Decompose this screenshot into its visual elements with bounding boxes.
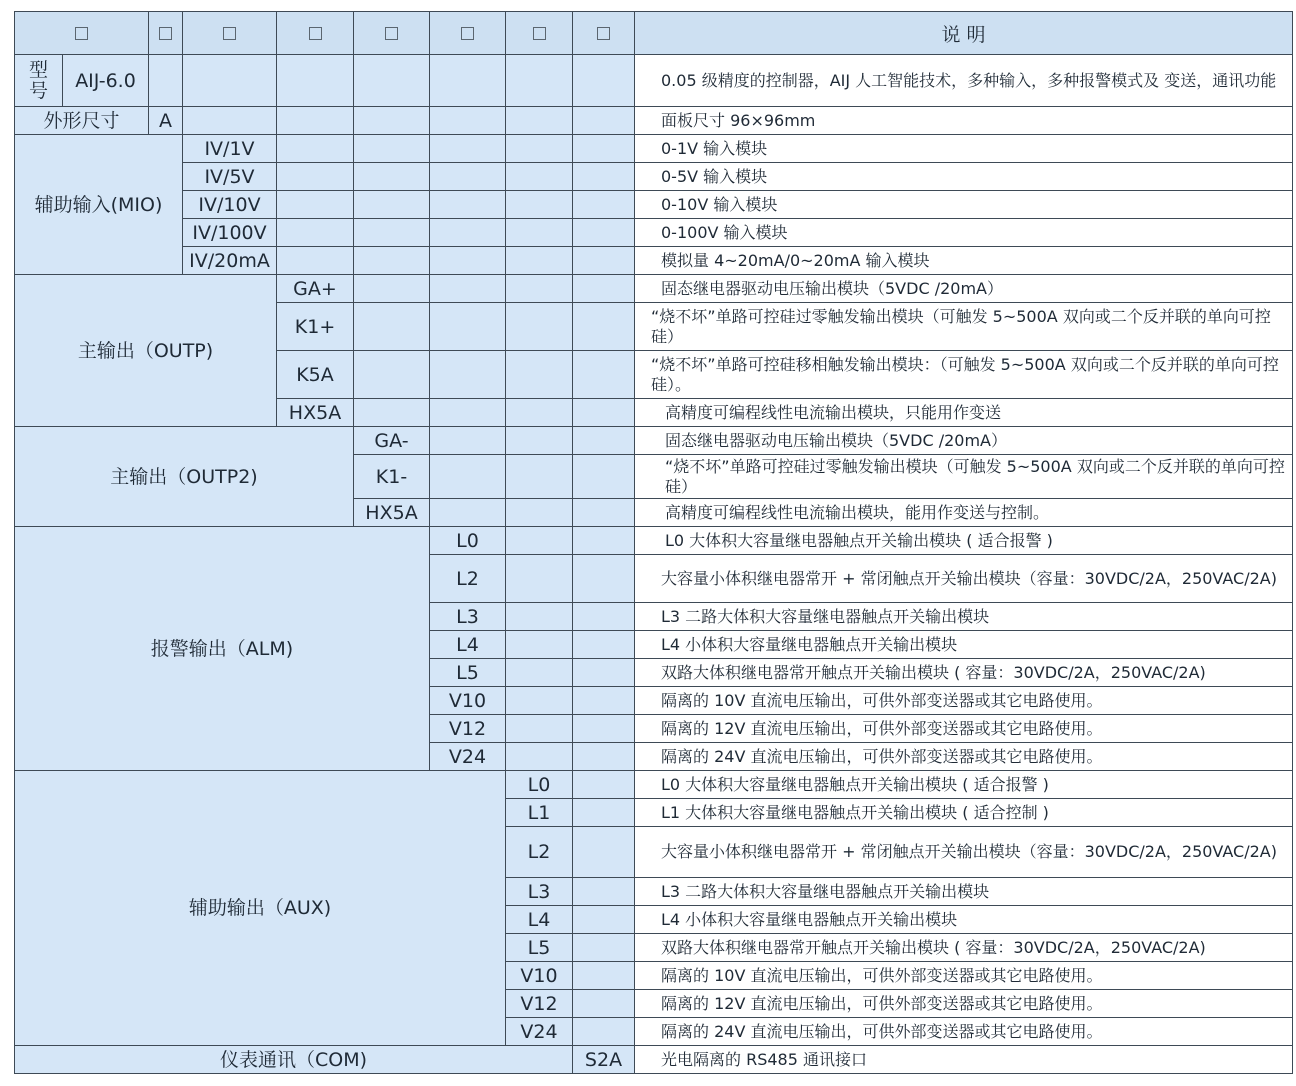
blank-cell [573,191,635,219]
mio-description: 0-5V 输入模块 [635,163,1293,191]
header-row [15,12,1293,55]
blank-cell [573,107,635,135]
outp-code: HX5A [277,399,354,427]
mio-code: IV/1V [183,135,277,163]
mio-code: IV/20mA [183,247,277,275]
blank-cell [573,771,635,799]
outp2-code: K1- [354,455,430,499]
blank-cell [430,275,506,303]
blank-cell [573,799,635,827]
model-label [15,55,63,107]
model-label-top: 型 [28,58,48,81]
blank-cell [506,743,573,771]
size-code: A [149,107,183,135]
blank-cell [430,55,506,107]
square-placeholder-icon [597,27,610,40]
blank-cell [277,55,354,107]
aux-code: L3 [506,878,573,906]
blank-cell [506,631,573,659]
blank-cell [430,499,506,527]
header-placeholder-6 [430,12,506,55]
blank-cell [573,135,635,163]
mio-description: 0-100V 输入模块 [635,219,1293,247]
blank-cell [573,687,635,715]
blank-cell [277,247,354,275]
mio-description: 0-10V 输入模块 [635,191,1293,219]
alm-description: 隔离的 24V 直流电压输出，可供外部变送器或其它电路使用。 [635,743,1293,771]
alm-description: 双路大体积继电器常开触点开关输出模块 ( 容量：30VDC/2A，250VAC/2A) [635,659,1293,687]
size-row [15,107,1293,135]
blank-cell [573,247,635,275]
blank-cell [573,399,635,427]
model-row [15,55,1293,107]
aux-code: L0 [506,771,573,799]
mio-code: IV/100V [183,219,277,247]
outp2-description: “烧不坏”单路可控硅过零触发输出模块（可触发 5~500A 双向或二个反并联的单向可控硅） [635,455,1293,499]
aux-code: V12 [506,990,573,1018]
outp2-code: HX5A [354,499,430,527]
com-label: 仪表通讯（COM) [15,1046,573,1074]
blank-cell [506,191,573,219]
blank-cell [573,1018,635,1046]
blank-cell [573,715,635,743]
blank-cell [430,191,506,219]
aux-label: 辅助输出（AUX) [15,771,506,1046]
aux-code: V24 [506,1018,573,1046]
com-description: 光电隔离的 RS485 通讯接口 [635,1046,1293,1074]
blank-cell [506,603,573,631]
blank-cell [354,399,430,427]
aux-code: L2 [506,827,573,878]
alm-description: L3 二路大体积大容量继电器触点开关输出模块 [635,603,1293,631]
blank-cell [506,687,573,715]
blank-cell [277,219,354,247]
blank-cell [573,55,635,107]
model-description: 0.05 级精度的控制器，AIJ 人工智能技术，多种输入，多种报警模式及 变送，通讯功能 [635,55,1293,107]
blank-cell [430,247,506,275]
header-description-title: 说 明 [635,12,1293,55]
square-placeholder-icon [385,27,398,40]
alm-code: L5 [430,659,506,687]
blank-cell [354,275,430,303]
blank-cell [430,135,506,163]
blank-cell [354,107,430,135]
blank-cell [430,399,506,427]
blank-cell [506,247,573,275]
blank-cell [506,715,573,743]
blank-cell [354,219,430,247]
header-placeholder-4 [277,12,354,55]
blank-cell [354,135,430,163]
outp-row [15,275,1293,303]
blank-cell [573,275,635,303]
blank-cell [573,303,635,351]
blank-cell [430,303,506,351]
blank-cell [573,555,635,603]
blank-cell [183,55,277,107]
alm-description: L0 大体积大容量继电器触点开关输出模块 ( 适合报警 ) [635,527,1293,555]
alm-code: L0 [430,527,506,555]
header-placeholder-3 [183,12,277,55]
mio-code: IV/5V [183,163,277,191]
blank-cell [573,603,635,631]
square-placeholder-icon [461,27,474,40]
blank-cell [430,163,506,191]
outp-description: “烧不坏”单路可控硅移相触发输出模块：（可触发 5~500A 双向或二个反并联的单向可控硅）。 [635,351,1293,399]
blank-cell [354,247,430,275]
outp-code: K5A [277,351,354,399]
model-selection-table [14,11,1293,1074]
com-code: S2A [573,1046,635,1074]
aux-description: 大容量小体积继电器常开 + 常闭触点开关输出模块（容量：30VDC/2A，250VAC/2A) [635,827,1293,878]
blank-cell [506,555,573,603]
alm-code: V24 [430,743,506,771]
blank-cell [430,427,506,455]
outp-label: 主输出（OUTP) [15,275,277,427]
alm-code: V12 [430,715,506,743]
blank-cell [506,219,573,247]
blank-cell [506,527,573,555]
blank-cell [506,55,573,107]
aux-code: L1 [506,799,573,827]
square-placeholder-icon [309,27,322,40]
blank-cell [573,878,635,906]
blank-cell [573,455,635,499]
blank-cell [277,135,354,163]
aux-description: L1 大体积大容量继电器触点开关输出模块 ( 适合控制 ) [635,799,1293,827]
blank-cell [354,163,430,191]
outp-description: 固态继电器驱动电压输出模块（5VDC /20mA） [635,275,1293,303]
blank-cell [506,455,573,499]
mio-row [15,135,1293,163]
aux-description: 隔离的 24V 直流电压输出，可供外部变送器或其它电路使用。 [635,1018,1293,1046]
blank-cell [430,219,506,247]
blank-cell [573,351,635,399]
square-placeholder-icon [533,27,546,40]
blank-cell [573,499,635,527]
square-placeholder-icon [223,27,236,40]
blank-cell [506,499,573,527]
mio-row [15,163,1293,191]
blank-cell [573,827,635,878]
blank-cell [506,275,573,303]
header-placeholder-8 [573,12,635,55]
blank-cell [573,659,635,687]
alm-description: L4 小体积大容量继电器触点开关输出模块 [635,631,1293,659]
size-label: 外形尺寸 [15,107,149,135]
blank-cell [149,55,183,107]
blank-cell [430,455,506,499]
aux-description: L3 二路大体积大容量继电器触点开关输出模块 [635,878,1293,906]
blank-cell [277,191,354,219]
blank-cell [573,163,635,191]
blank-cell [506,107,573,135]
blank-cell [430,107,506,135]
blank-cell [506,399,573,427]
outp2-row [15,427,1293,455]
blank-cell [183,107,277,135]
mio-row [15,219,1293,247]
blank-cell [354,191,430,219]
aux-description: L4 小体积大容量继电器触点开关输出模块 [635,906,1293,934]
aux-code: V10 [506,962,573,990]
blank-cell [573,906,635,934]
header-placeholder-1 [15,12,149,55]
alm-description: 隔离的 12V 直流电压输出，可供外部变送器或其它电路使用。 [635,715,1293,743]
size-description: 面板尺寸 96×96mm [635,107,1293,135]
square-placeholder-icon [75,27,88,40]
alm-code: L2 [430,555,506,603]
mio-description: 0-1V 输入模块 [635,135,1293,163]
mio-row [15,191,1293,219]
blank-cell [573,527,635,555]
mio-label: 辅助输入(MIO) [15,135,183,275]
model-label-bottom: 号 [28,79,48,102]
alm-description: 隔离的 10V 直流电压输出，可供外部变送器或其它电路使用。 [635,687,1293,715]
blank-cell [430,351,506,399]
outp2-code: GA- [354,427,430,455]
alm-description: 大容量小体积继电器常开 + 常闭触点开关输出模块（容量：30VDC/2A，250VAC/2A) [635,555,1293,603]
blank-cell [354,55,430,107]
alm-code: L3 [430,603,506,631]
blank-cell [506,427,573,455]
blank-cell [277,163,354,191]
mio-description: 模拟量 4~20mA/0~20mA 输入模块 [635,247,1293,275]
blank-cell [506,659,573,687]
alm-label: 报警输出（ALM) [15,527,430,771]
blank-cell [573,934,635,962]
aux-description: 双路大体积继电器常开触点开关输出模块 ( 容量：30VDC/2A，250VAC/2A) [635,934,1293,962]
alm-code: L4 [430,631,506,659]
blank-cell [573,962,635,990]
aux-row [15,771,1293,799]
blank-cell [573,990,635,1018]
header-placeholder-5 [354,12,430,55]
aux-description: 隔离的 12V 直流电压输出，可供外部变送器或其它电路使用。 [635,990,1293,1018]
header-placeholder-7 [506,12,573,55]
blank-cell [573,427,635,455]
outp2-label: 主输出（OUTP2) [15,427,354,527]
blank-cell [506,351,573,399]
blank-cell [506,163,573,191]
mio-row [15,247,1293,275]
outp-code: GA+ [277,275,354,303]
blank-cell [506,135,573,163]
outp-description: 高精度可编程线性电流输出模块，只能用作变送 [635,399,1293,427]
outp2-description: 固态继电器驱动电压输出模块（5VDC /20mA） [635,427,1293,455]
blank-cell [573,743,635,771]
aux-description: 隔离的 10V 直流电压输出，可供外部变送器或其它电路使用。 [635,962,1293,990]
blank-cell [277,107,354,135]
outp-code: K1+ [277,303,354,351]
outp2-description: 高精度可编程线性电流输出模块，能用作变送与控制。 [635,499,1293,527]
aux-code: L5 [506,934,573,962]
alm-code: V10 [430,687,506,715]
blank-cell [573,219,635,247]
alm-row [15,527,1293,555]
header-placeholder-2 [149,12,183,55]
com-row [15,1046,1293,1074]
blank-cell [354,351,430,399]
blank-cell [573,631,635,659]
aux-description: L0 大体积大容量继电器触点开关输出模块 ( 适合报警 ) [635,771,1293,799]
blank-cell [506,303,573,351]
outp-description: “烧不坏”单路可控硅过零触发输出模块（可触发 5~500A 双向或二个反并联的单向可控硅） [635,303,1293,351]
square-placeholder-icon [159,27,172,40]
model-value: AIJ-6.0 [63,55,149,107]
blank-cell [354,303,430,351]
aux-code: L4 [506,906,573,934]
mio-code: IV/10V [183,191,277,219]
